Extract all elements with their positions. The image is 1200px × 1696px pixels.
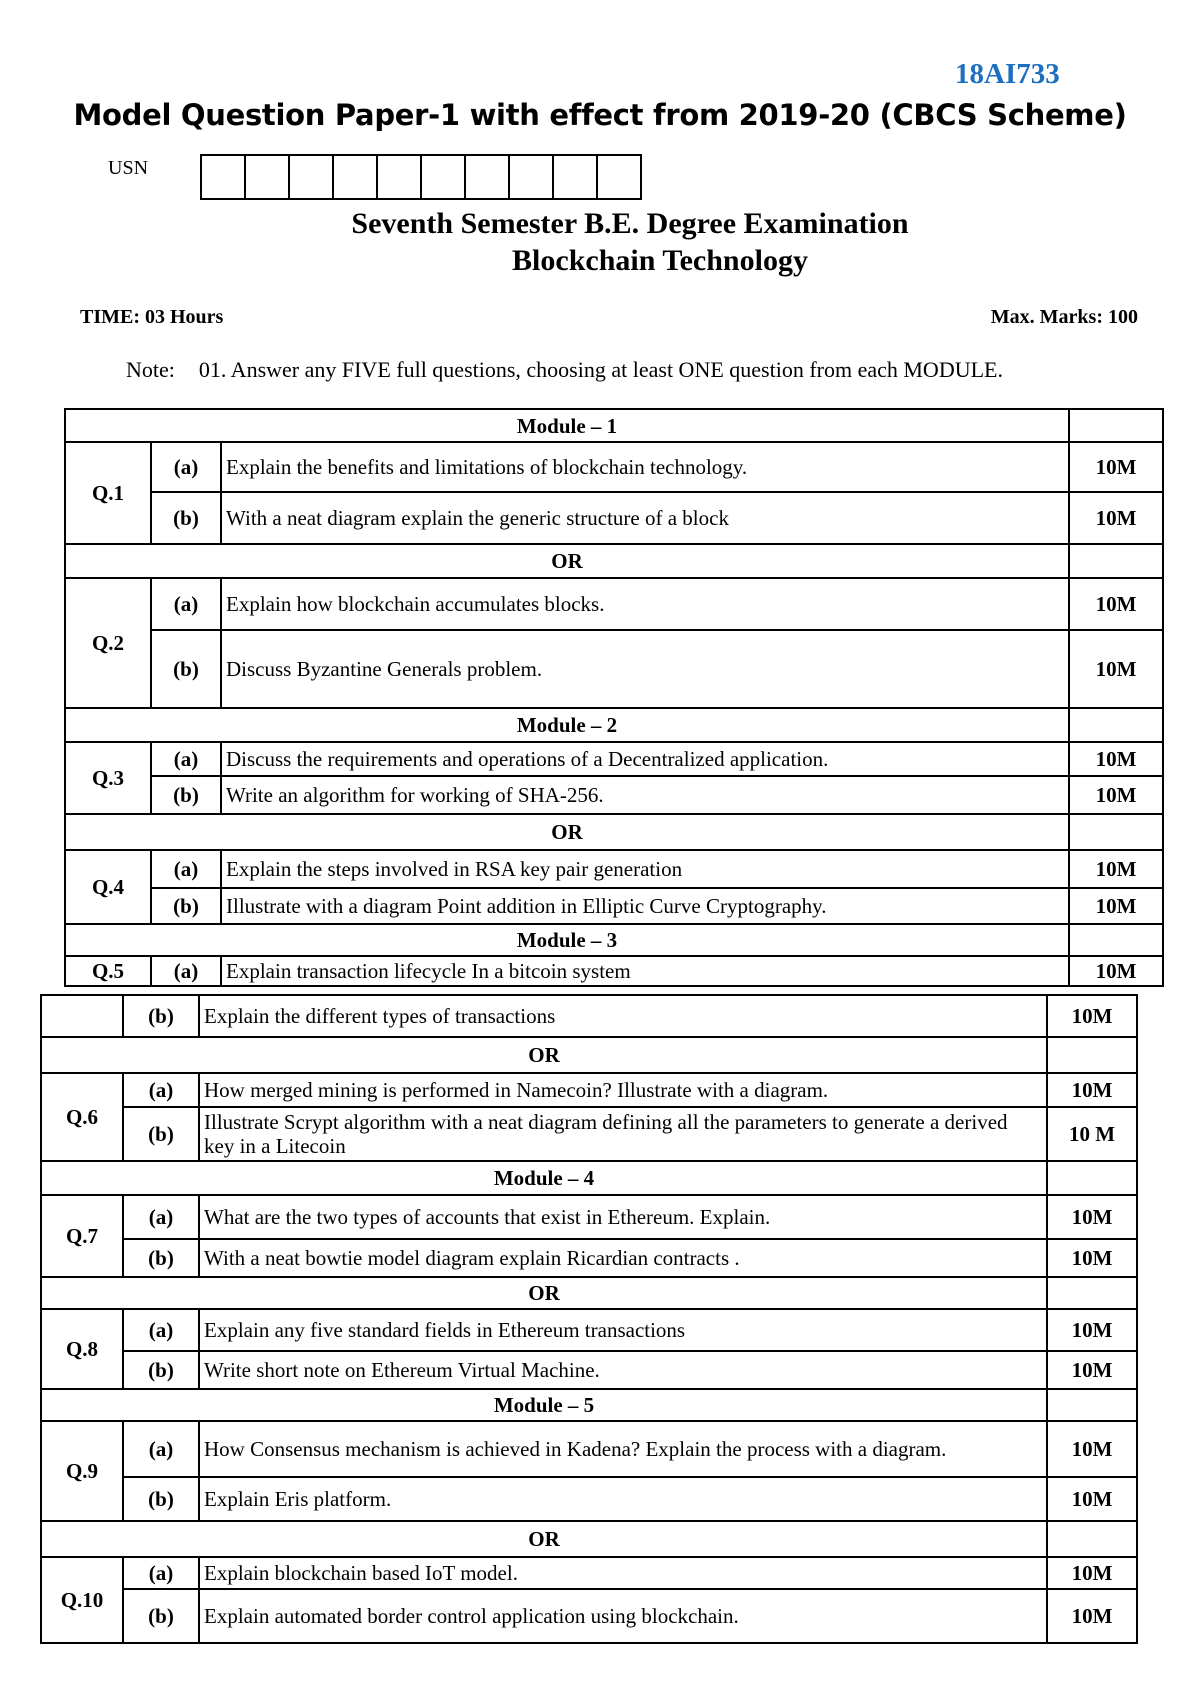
subpart-label: (b) [123, 1351, 199, 1389]
usn-box[interactable] [466, 156, 510, 198]
subpart-label: (a) [123, 1073, 199, 1107]
paper-title: Model Question Paper-1 with effect from 2019-20 (CBCS Scheme) [73, 98, 1127, 132]
marks: 10M [1069, 442, 1163, 492]
subpart-label: (b) [151, 492, 221, 544]
course-code: 18AI733 [955, 58, 1060, 90]
subpart-label: (a) [123, 1421, 199, 1477]
question-text: Explain how blockchain accumulates blocks. [221, 578, 1069, 630]
note-label: Note: [126, 357, 175, 382]
subpart-label: (b) [151, 630, 221, 708]
question-text: Explain automated border control application using blockchain. [199, 1589, 1047, 1643]
marks: 10M [1047, 1421, 1137, 1477]
usn-box[interactable] [510, 156, 554, 198]
subpart-label: (b) [123, 1239, 199, 1277]
marks: 10M [1047, 1195, 1137, 1239]
usn-box[interactable] [334, 156, 378, 198]
marks: 10M [1069, 776, 1163, 814]
question-text: Write an algorithm for working of SHA-256. [221, 776, 1069, 814]
note-text: 01. Answer any FIVE full questions, choosing at least ONE question from each MODULE. [198, 357, 1003, 382]
question-number: Q.8 [41, 1309, 123, 1389]
usn-box[interactable] [598, 156, 640, 198]
question-text: Explain blockchain based IoT model. [199, 1557, 1047, 1589]
marks: 10M [1069, 630, 1163, 708]
marks: 10M [1047, 1351, 1137, 1389]
question-text: Explain any five standard fields in Ethereum transactions [199, 1309, 1047, 1351]
marks: 10M [1069, 742, 1163, 776]
question-number: Q.3 [65, 742, 151, 814]
or-divider: OR [65, 814, 1069, 850]
or-divider: OR [65, 544, 1069, 578]
subpart-label: (a) [123, 1309, 199, 1351]
question-text: What are the two types of accounts that exist in Ethereum. Explain. [199, 1195, 1047, 1239]
question-table-part-1 [64, 408, 1164, 987]
usn-box[interactable] [246, 156, 290, 198]
question-text: Explain the benefits and limitations of blockchain technology. [221, 442, 1069, 492]
question-text: Explain the steps involved in RSA key pair generation [221, 850, 1069, 888]
usn-box[interactable] [290, 156, 334, 198]
marks: 10M [1069, 956, 1163, 986]
marks: 10M [1069, 578, 1163, 630]
subpart-label: (b) [151, 888, 221, 924]
question-text: Explain transaction lifecycle In a bitcoin system [221, 956, 1069, 986]
marks: 10M [1069, 492, 1163, 544]
subpart-label: (a) [151, 742, 221, 776]
subpart-label: (b) [123, 1589, 199, 1643]
module-heading: Module – 4 [41, 1161, 1047, 1195]
question-number: Q.7 [41, 1195, 123, 1277]
usn-box[interactable] [378, 156, 422, 198]
or-divider: OR [41, 1277, 1047, 1309]
module-heading: Module – 2 [65, 708, 1069, 742]
question-number: Q.6 [41, 1073, 123, 1161]
marks: 10 M [1047, 1107, 1137, 1161]
question-text: Explain the different types of transactions [199, 995, 1047, 1037]
question-text: How merged mining is performed in Namecoin? Illustrate with a diagram. [199, 1073, 1047, 1107]
question-text: With a neat diagram explain the generic structure of a block [221, 492, 1069, 544]
marks: 10M [1047, 1309, 1137, 1351]
question-text: Explain Eris platform. [199, 1477, 1047, 1521]
question-table-part-2 [40, 994, 1138, 1644]
subpart-label: (a) [123, 1557, 199, 1589]
subject-title: Blockchain Technology [512, 244, 808, 277]
subpart-label: (b) [151, 776, 221, 814]
usn-label: USN [108, 157, 149, 179]
question-number: Q.2 [65, 578, 151, 708]
or-divider: OR [41, 1037, 1047, 1073]
marks: 10M [1047, 1477, 1137, 1521]
question-text: Illustrate with a diagram Point addition in Elliptic Curve Cryptography. [221, 888, 1069, 924]
module-heading: Module – 1 [65, 409, 1069, 442]
usn-box[interactable] [422, 156, 466, 198]
subpart-label: (b) [123, 995, 199, 1037]
question-text: How Consensus mechanism is achieved in Kadena? Explain the process with a diagram. [199, 1421, 1047, 1477]
usn-box[interactable] [554, 156, 598, 198]
subpart-label: (b) [123, 1477, 199, 1521]
question-text: Discuss Byzantine Generals problem. [221, 630, 1069, 708]
question-text: Discuss the requirements and operations of a Decentralized application. [221, 742, 1069, 776]
marks: 10M [1047, 995, 1137, 1037]
question-number: Q.10 [41, 1557, 123, 1643]
marks: 10M [1047, 1589, 1137, 1643]
question-number: Q.5 [65, 956, 151, 986]
subpart-label: (b) [123, 1107, 199, 1161]
exam-title: Seventh Semester B.E. Degree Examination [351, 207, 909, 240]
marks: 10M [1069, 850, 1163, 888]
question-number: Q.1 [65, 442, 151, 544]
usn-boxes [200, 154, 642, 200]
subpart-label: (a) [151, 956, 221, 986]
question-text: Illustrate Scrypt algorithm with a neat diagram defining all the parameters to generate a derived key in a Litecoin [199, 1107, 1047, 1161]
question-number: Q.9 [41, 1421, 123, 1521]
marks: 10M [1047, 1239, 1137, 1277]
subpart-label: (a) [151, 578, 221, 630]
subpart-label: (a) [123, 1195, 199, 1239]
instructions-note [126, 357, 1003, 383]
max-marks: Max. Marks: 100 [990, 306, 1138, 328]
subpart-label: (a) [151, 442, 221, 492]
module-heading: Module – 5 [41, 1389, 1047, 1421]
exam-time: TIME: 03 Hours [80, 306, 224, 328]
module-heading: Module – 3 [65, 924, 1069, 956]
question-number: Q.4 [65, 850, 151, 924]
usn-box[interactable] [202, 156, 246, 198]
question-text: With a neat bowtie model diagram explain Ricardian contracts . [199, 1239, 1047, 1277]
marks: 10M [1047, 1557, 1137, 1589]
marks: 10M [1047, 1073, 1137, 1107]
question-text: Write short note on Ethereum Virtual Machine. [199, 1351, 1047, 1389]
or-divider: OR [41, 1521, 1047, 1557]
marks: 10M [1069, 888, 1163, 924]
subpart-label: (a) [151, 850, 221, 888]
